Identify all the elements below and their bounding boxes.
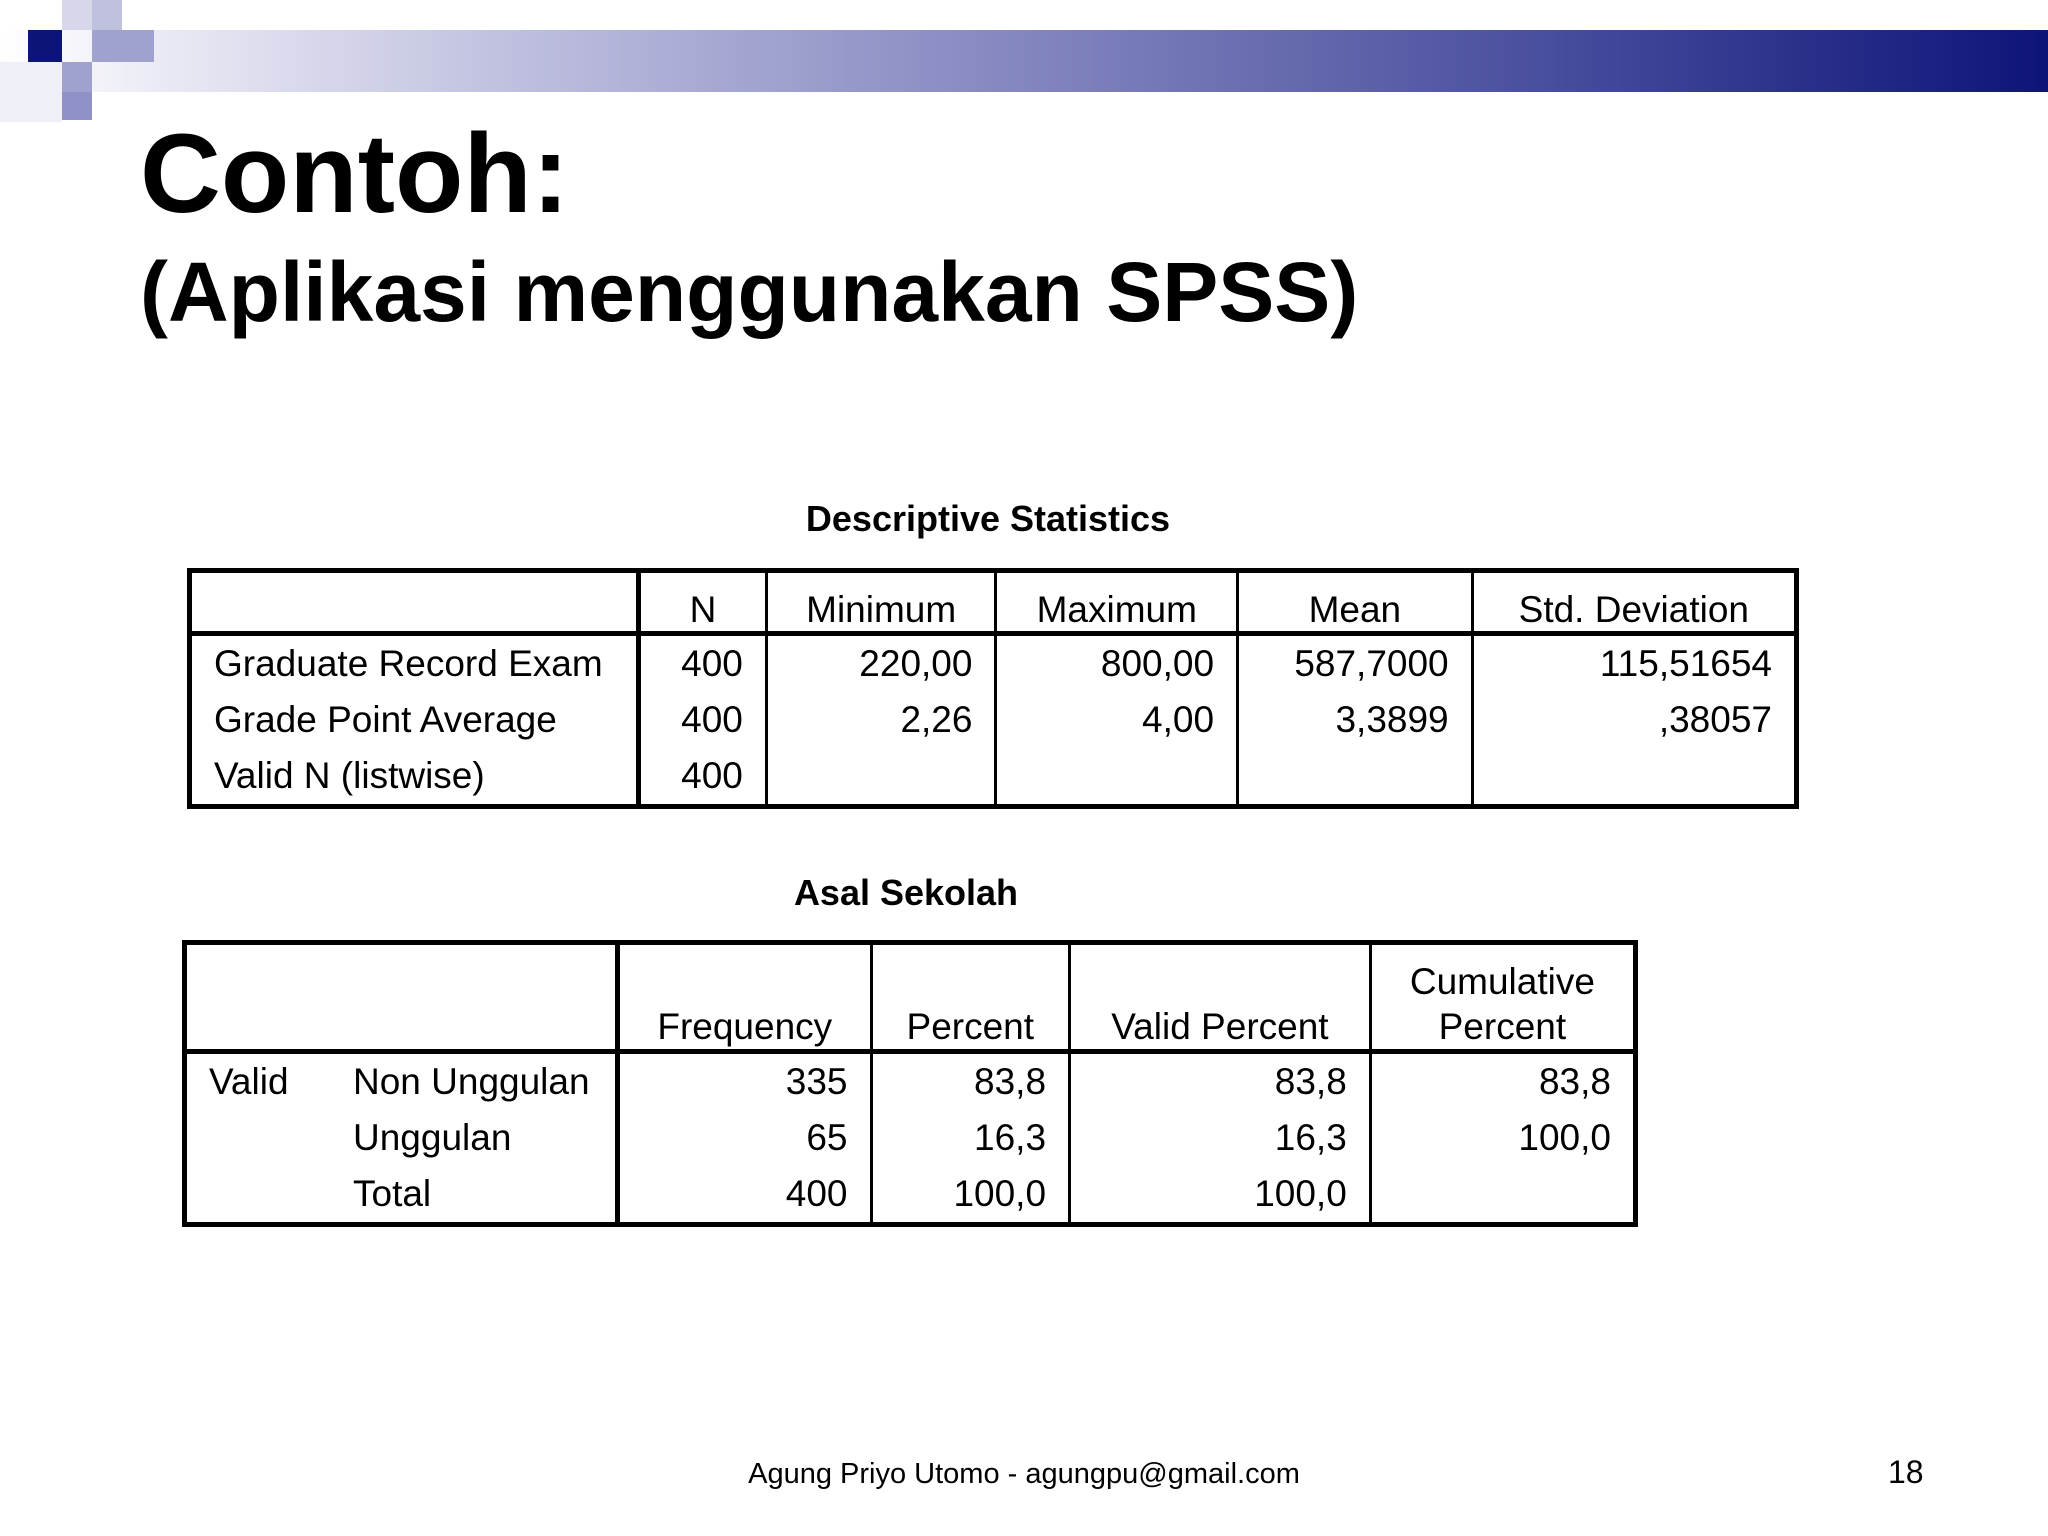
cell-frequency: 400 <box>785 1173 848 1214</box>
cell-mean: 3,3899 <box>1238 692 1473 748</box>
cell-min: 2,26 <box>766 692 996 748</box>
header-valid-percent: Valid Percent <box>1070 943 1371 1052</box>
cell-sd: ,38057 <box>1472 692 1796 748</box>
decor-square <box>62 0 92 30</box>
cell-cumulative-percent: 100,0 <box>1370 1110 1635 1166</box>
table-row <box>190 634 1797 693</box>
decor-square <box>62 92 92 120</box>
cell-max: 4,00 <box>996 692 1238 748</box>
cell-n: 400 <box>681 643 743 684</box>
header-mean: Mean <box>1238 571 1473 634</box>
cell-mean <box>1238 748 1473 807</box>
header-maximum: Maximum <box>996 571 1238 634</box>
cell-sd <box>1472 748 1796 807</box>
cell-percent: 16,3 <box>871 1110 1070 1166</box>
cell-frequency: 65 <box>806 1117 848 1158</box>
descriptive-caption: Descriptive Statistics <box>805 498 1171 539</box>
header-minimum: Minimum <box>766 571 996 634</box>
cell-mean: 587,7000 <box>1238 634 1473 693</box>
asal-sekolah-table <box>182 940 1638 1227</box>
decor-square <box>62 62 92 92</box>
row-label: Graduate Record Exam <box>190 634 639 693</box>
cell-n: 400 <box>681 755 743 796</box>
row-label: Total <box>341 1166 618 1225</box>
cell-max: 800,00 <box>996 634 1238 693</box>
cell-sd: 115,51654 <box>1472 634 1796 693</box>
cell-valid-percent: 16,3 <box>1070 1110 1371 1166</box>
header-cumulative-percent <box>1370 943 1635 1052</box>
header-empty <box>185 943 342 1052</box>
cell-valid-percent: 100,0 <box>1070 1166 1371 1225</box>
cell-percent: 100,0 <box>871 1166 1070 1225</box>
cell-valid-percent: 83,8 <box>1070 1052 1371 1111</box>
decor-square <box>92 0 122 30</box>
asal-sekolah-caption: Asal Sekolah <box>793 872 1019 913</box>
cell-min: 220,00 <box>766 634 996 693</box>
cell-frequency: 335 <box>785 1061 848 1102</box>
row-label: Grade Point Average <box>190 692 639 748</box>
header-cumulative-line2: Percent <box>1438 1005 1567 1047</box>
row-label: Valid N (listwise) <box>190 748 639 807</box>
group-label-empty <box>185 1110 342 1166</box>
cell-max <box>996 748 1238 807</box>
table-row <box>190 692 1797 748</box>
decor-square <box>0 62 62 122</box>
cell-cumulative-percent: 83,8 <box>1370 1052 1635 1111</box>
table-row <box>185 1052 1636 1111</box>
header-empty <box>190 571 639 634</box>
table-header-row <box>185 943 1636 1052</box>
table-row <box>190 748 1797 807</box>
table-row <box>185 1110 1636 1166</box>
header-n: N <box>639 571 767 634</box>
page-number: 18 <box>1888 1454 1924 1490</box>
cell-percent: 83,8 <box>871 1052 1070 1111</box>
header-frequency: Frequency <box>618 943 872 1052</box>
cell-min <box>766 748 996 807</box>
table-header-row <box>190 571 1797 634</box>
header-gradient-bar <box>0 30 2048 92</box>
slide-footer: Agung Priyo Utomo - agungpu@gmail.com <box>748 1458 1300 1490</box>
header-empty <box>341 943 618 1052</box>
cell-cumulative-percent <box>1370 1166 1635 1225</box>
row-label: Non Unggulan <box>341 1052 618 1111</box>
header-cumulative-line1: Cumulative <box>1409 961 1595 1003</box>
slide-title: Contoh: <box>140 111 570 236</box>
header-percent: Percent <box>871 943 1070 1052</box>
decor-square <box>28 30 62 64</box>
group-label: Valid <box>209 1061 289 1102</box>
group-label-empty <box>185 1166 342 1225</box>
row-label: Unggulan <box>341 1110 618 1166</box>
table-row <box>185 1166 1636 1225</box>
descriptive-statistics-table <box>187 568 1799 809</box>
slide-subtitle: (Aplikasi menggunakan SPSS) <box>140 245 1359 339</box>
decor-square <box>92 30 154 62</box>
cell-n: 400 <box>681 699 743 740</box>
header-std-deviation: Std. Deviation <box>1472 571 1796 634</box>
